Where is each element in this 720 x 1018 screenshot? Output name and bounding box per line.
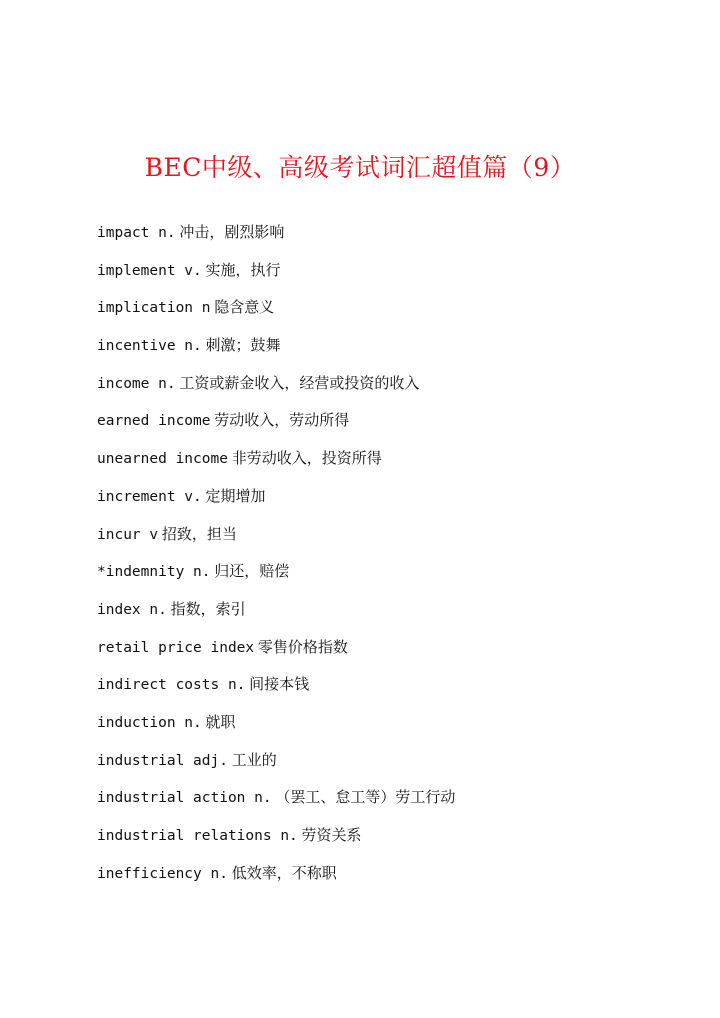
- vocabulary-list: [97, 214, 455, 892]
- entry-gloss: 实施，执行: [205, 260, 281, 279]
- entry-term: income n.: [97, 375, 176, 392]
- entry-gloss: 招致，担当: [161, 524, 237, 543]
- entry-term: earned income: [97, 413, 211, 430]
- vocabulary-entry: [97, 516, 455, 554]
- vocabulary-entry: [97, 327, 455, 365]
- entry-term: industrial adj.: [97, 752, 228, 769]
- entry-gloss: 冲击，剧烈影响: [179, 223, 285, 241]
- vocabulary-entry: [97, 742, 455, 780]
- entry-gloss: 就职: [205, 712, 236, 731]
- vocabulary-entry: [97, 553, 455, 591]
- entry-gloss: （罢工、怠工等）劳工行动: [275, 788, 456, 807]
- entry-gloss: 非劳动收入，投资所得: [231, 449, 382, 468]
- entry-term: inefficiency n.: [97, 865, 228, 882]
- vocabulary-entry: [97, 402, 455, 440]
- entry-term: incentive n.: [97, 338, 202, 355]
- entry-term: unearned income: [97, 451, 228, 468]
- entry-term: implement v.: [97, 262, 202, 279]
- vocabulary-entry: [97, 365, 455, 403]
- vocabulary-entry: [97, 817, 455, 855]
- entry-term: indirect costs n.: [97, 677, 246, 694]
- vocabulary-entry: [97, 440, 455, 478]
- vocabulary-entry: [97, 591, 455, 629]
- vocabulary-entry: [97, 214, 455, 252]
- vocabulary-entry: [97, 629, 455, 667]
- entry-gloss: 工资或薪金收入，经营或投资的收入: [179, 373, 420, 392]
- entry-gloss: 劳动收入，劳动所得: [214, 411, 350, 430]
- entry-term: index n.: [97, 601, 167, 618]
- entry-gloss: 零售价格指数: [257, 637, 348, 656]
- vocabulary-entry: [97, 289, 455, 327]
- vocabulary-entry: [97, 704, 455, 742]
- entry-gloss: 隐含意义: [214, 298, 275, 317]
- entry-term: industrial action n.: [97, 790, 272, 807]
- entry-gloss: 间接本钱: [249, 675, 310, 694]
- document-title: BEC中级、高级考试词汇超值篇（9）: [144, 153, 576, 182]
- entry-term: impact n.: [97, 225, 176, 241]
- vocabulary-entry: [97, 666, 455, 704]
- entry-gloss: 定期增加: [205, 486, 266, 505]
- entry-gloss: 劳资关系: [301, 826, 362, 844]
- entry-term: induction n.: [97, 714, 202, 731]
- entry-term: industrial relations n.: [97, 828, 298, 844]
- entry-gloss: 工业的: [231, 750, 277, 769]
- vocabulary-entry: [97, 252, 455, 290]
- entry-term: incur v: [97, 526, 159, 543]
- vocabulary-entry: [97, 779, 455, 817]
- entry-gloss: 归还，赔偿: [214, 562, 290, 581]
- vocabulary-entry: [97, 478, 455, 516]
- entry-term: increment v.: [97, 488, 202, 505]
- entry-gloss: 指数，索引: [170, 599, 246, 618]
- entry-term: *indemnity n.: [97, 564, 211, 581]
- entry-term: implication n: [97, 300, 211, 317]
- entry-gloss: 刺激；鼓舞: [205, 336, 281, 355]
- entry-gloss: 低效率，不称职: [231, 863, 337, 882]
- entry-term: retail price index: [97, 639, 255, 656]
- vocabulary-entry: [97, 855, 455, 893]
